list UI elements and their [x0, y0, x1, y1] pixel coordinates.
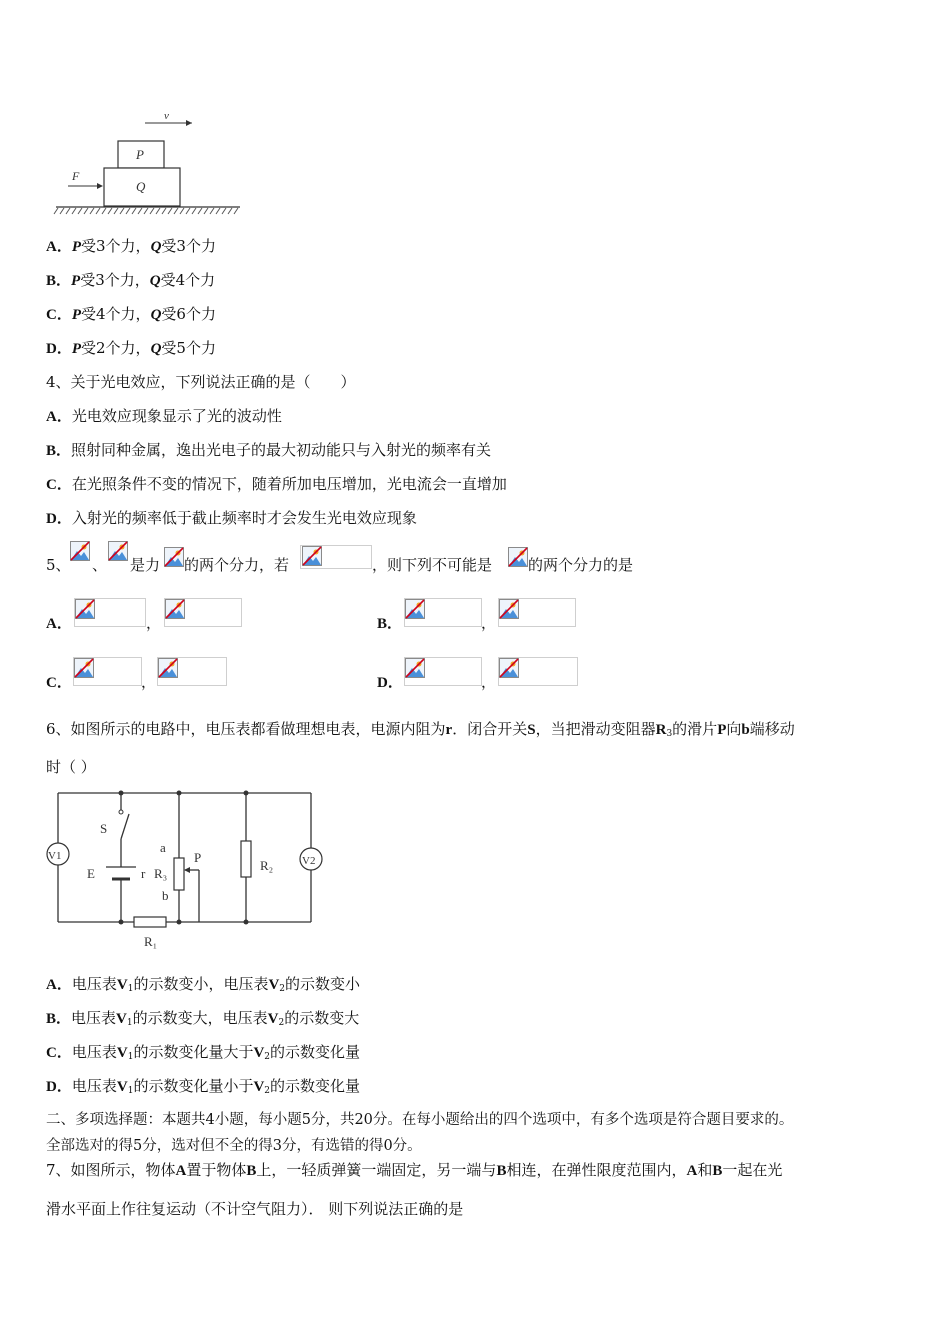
broken-image-icon	[75, 599, 95, 619]
q5-option-b[interactable]: B． ，	[377, 596, 577, 630]
broken-image-icon	[164, 547, 184, 567]
resistor-r3	[174, 858, 184, 890]
q7-stem-line2: 滑水平面上作往复运动（不计空气阻力）． 则下列说法正确的是	[46, 1200, 464, 1218]
q4-stem: 4、关于光电效应，下列说法正确的是（ ）	[46, 373, 356, 391]
label-v1: V1	[48, 850, 62, 862]
option-label: C．	[46, 307, 72, 323]
block-p-label: P	[136, 147, 144, 162]
broken-image-icon	[405, 599, 425, 619]
section2-header-line2: 全部选对的得5分，选对但不全的得3分，有选错的得0分。	[46, 1138, 422, 1154]
q4-option-c[interactable]: C．在光照条件不变的情况下，随着所加电压增加，光电流会一直增加	[46, 475, 507, 493]
q6-option-b[interactable]: B．电压表$V_1$的示数变大，电压表$V_2$的示数变大	[46, 1009, 360, 1028]
q6-option-c[interactable]: C．电压表$V_1$的示数变化量大于$V_2$的示数变化量	[46, 1043, 361, 1062]
block-q-label: Q	[136, 179, 146, 194]
q5-option-d[interactable]: D． ，	[377, 655, 587, 689]
broken-image-icon	[405, 658, 425, 678]
force-label: F	[72, 169, 80, 183]
broken-image-icon	[499, 599, 519, 619]
q3-option-c[interactable]: C．P受4个力，Q受6个力	[46, 305, 216, 323]
broken-image-icon	[508, 547, 528, 567]
label-v2: V2	[302, 855, 316, 867]
broken-image-icon	[165, 599, 185, 619]
label-a: a	[160, 840, 166, 855]
resistor-r1	[134, 917, 166, 927]
label-r3: R₃	[154, 866, 168, 881]
broken-image-icon	[302, 546, 322, 566]
section2-header: 二、多项选择题：本题共4小题，每小题5分，共20分。在每小题给出的四个选项中，有多个选项是符合题目要求的。	[46, 1112, 794, 1128]
q3-option-a[interactable]: A．P受3个力，Q受3个力	[46, 237, 216, 255]
broken-image-icon	[158, 658, 178, 678]
label-p: P	[194, 850, 202, 865]
q5-option-c[interactable]: C． ，	[46, 655, 246, 689]
q4-option-d[interactable]: D．入射光的频率低于截止频率时才会发生光电效应现象	[46, 509, 417, 527]
broken-image-icon	[499, 658, 519, 678]
broken-image-icon	[70, 541, 90, 561]
resistor-r2	[241, 841, 251, 877]
q6-stem: 6、如图所示的电路中，电压表都看做理想电表，电源内阻为r．闭合开关S，当把滑动变阻器$R_3$的滑片P向b端移动	[46, 720, 795, 739]
label-s: S	[100, 821, 108, 836]
q4-option-b[interactable]: B．照射同种金属，逸出光电子的最大初动能只与入射光的频率有关	[46, 441, 492, 459]
block-diagram-figure	[52, 108, 246, 216]
q3-option-b[interactable]: B．P受3个力，Q受4个力	[46, 271, 216, 289]
q5-option-a[interactable]: A． ，	[46, 596, 246, 630]
label-r2: R₂	[260, 858, 274, 873]
circuit-diagram	[44, 786, 334, 956]
label-r1: R₁	[144, 934, 158, 949]
option-label: D．	[46, 341, 72, 357]
label-r: r	[141, 866, 146, 881]
broken-image-icon	[108, 541, 128, 561]
q6-option-a[interactable]: A．电压表$V_1$的示数变小，电压表$V_2$的示数变小	[46, 975, 361, 994]
q6-option-d[interactable]: D．电压表$V_1$的示数变化量小于$V_2$的示数变化量	[46, 1077, 361, 1096]
option-label: A．	[46, 239, 72, 255]
velocity-label: v	[164, 110, 169, 122]
option-label: B．	[46, 273, 72, 289]
q7-stem: 7、如图所示，物体A置于物体B上，一轻质弹簧一端固定，另一端与B相连，在弹性限度范围内，A和B一起在光	[46, 1161, 783, 1179]
label-b: b	[162, 888, 169, 903]
q6-stem-line2: 时（ ）	[46, 758, 96, 776]
q3-option-d[interactable]: D．P受2个力，Q受5个力	[46, 339, 216, 357]
label-e: E	[87, 866, 95, 881]
broken-image-icon	[74, 658, 94, 678]
q4-option-a[interactable]: A．光电效应现象显示了光的波动性	[46, 407, 282, 425]
